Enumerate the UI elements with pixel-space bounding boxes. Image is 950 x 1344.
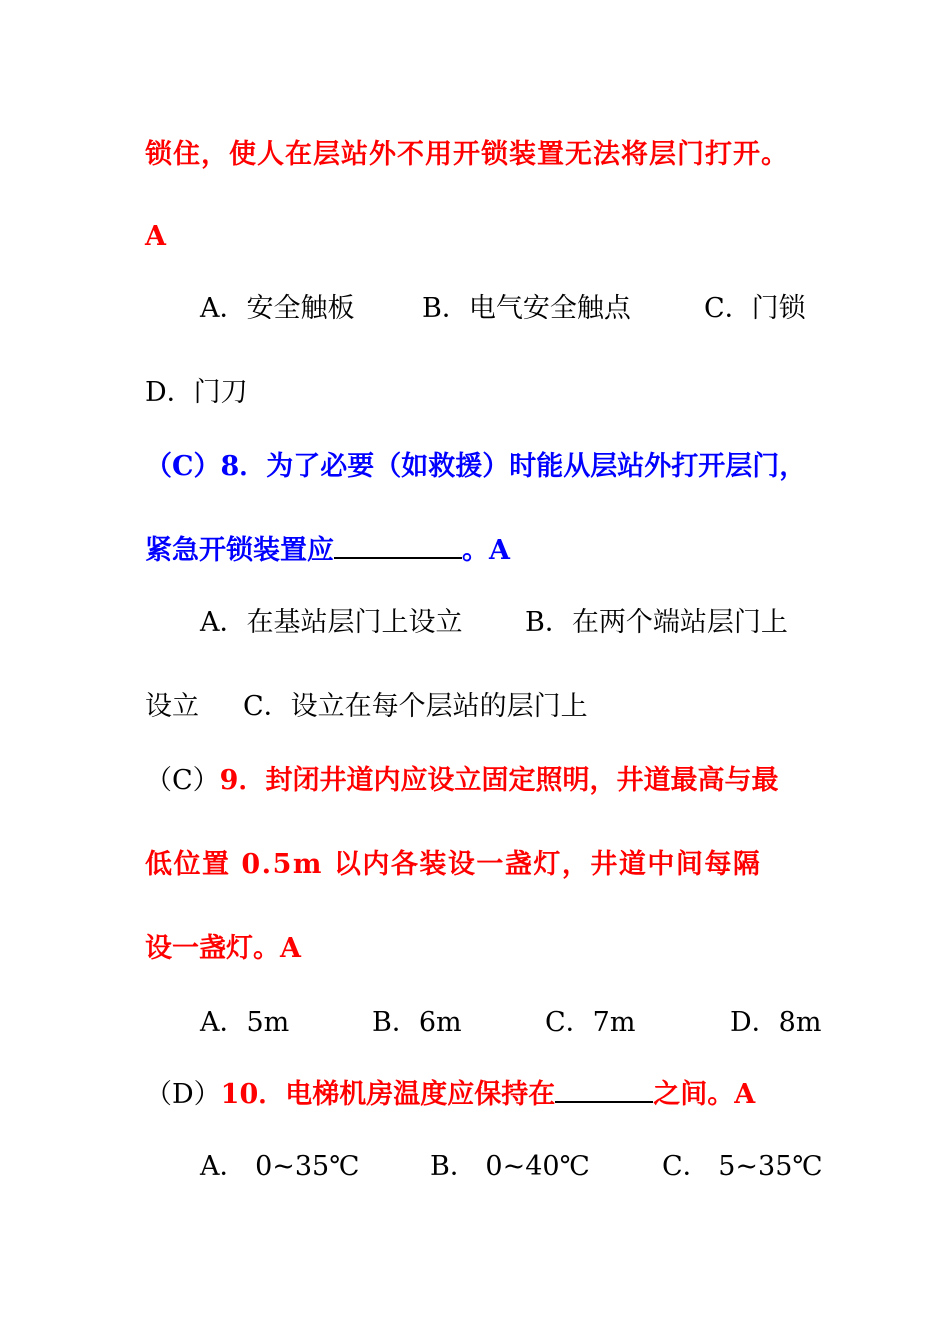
question-answer-letter (145, 220, 166, 254)
option-c (704, 292, 806, 326)
option-c-label: C．门锁 (704, 293, 806, 324)
question-9-answer-mark: （C） (145, 765, 220, 796)
question-8-text-suffix: 。A (462, 535, 510, 566)
option-d (145, 376, 248, 410)
q8-option-c-label: C．设立在每个层站的层门上 (243, 691, 588, 722)
question-9-line-3 (145, 932, 301, 966)
answer-blank (334, 553, 462, 559)
q10-option-a-label: A． 0~35℃ (200, 1151, 360, 1182)
question-10-text-suffix: 之间。A (653, 1079, 756, 1110)
question-8-text: （C）8．为了必要（如救援）时能从层站外打开层门， (145, 451, 807, 482)
q9-option-a (200, 1006, 289, 1040)
question-9-line-1 (145, 764, 778, 798)
question-10-text-prefix: 10．电梯机房温度应保持在 (220, 1079, 556, 1110)
answer-blank (555, 1097, 653, 1103)
q10-option-b-label: B． 0~40℃ (430, 1151, 590, 1182)
question-text-line (145, 138, 789, 172)
option-a (200, 292, 355, 326)
question-9-text-3: 设一盏灯。A (145, 933, 301, 964)
q9-option-a-label: A．5m (200, 1007, 290, 1038)
question-8-line-1 (145, 450, 806, 484)
option-b-label: B．电气安全触点 (422, 293, 631, 324)
q8-option-c (243, 690, 588, 724)
answer-letter: A (145, 221, 166, 252)
question-8-line-2 (145, 534, 510, 568)
q8-option-b-label: B．在两个端站层门上 (525, 607, 788, 638)
option-a-label: A．安全触板 (200, 293, 355, 324)
question-text: 锁住，使人在层站外不用开锁装置无法将层门打开。 (145, 139, 789, 170)
q9-option-d-label: D．8m (730, 1007, 822, 1038)
q8-option-a-label: A．在基站层门上设立 (200, 607, 463, 638)
q10-option-c-label: C． 5~35℃ (662, 1151, 823, 1182)
question-9-line-2 (145, 848, 761, 882)
question-10-answer-mark: （D） (145, 1079, 221, 1110)
q8-option-b-continued (145, 690, 199, 724)
option-d-label: D．门刀 (145, 377, 248, 408)
q10-option-a (200, 1150, 359, 1184)
q9-option-b-label: B．6m (372, 1007, 462, 1038)
option-b (422, 292, 631, 326)
q10-option-b (430, 1150, 590, 1184)
q9-option-c-label: C．7m (545, 1007, 636, 1038)
q9-option-c (545, 1006, 635, 1040)
q8-option-b-cont-label: 设立 (145, 691, 199, 722)
q9-option-b (372, 1006, 462, 1040)
q9-option-d (730, 1006, 821, 1040)
question-9-text: 9．封闭井道内应设立固定照明，井道最高与最 (219, 765, 779, 796)
q8-option-b (525, 606, 788, 640)
q8-option-a (200, 606, 463, 640)
question-8-text-prefix: 紧急开锁装置应 (145, 535, 334, 566)
q10-option-c (662, 1150, 823, 1184)
question-9-text-2: 低位置 0.5m 以内各装设一盏灯，井道中间每隔 (145, 849, 762, 880)
question-10-line (145, 1078, 755, 1112)
